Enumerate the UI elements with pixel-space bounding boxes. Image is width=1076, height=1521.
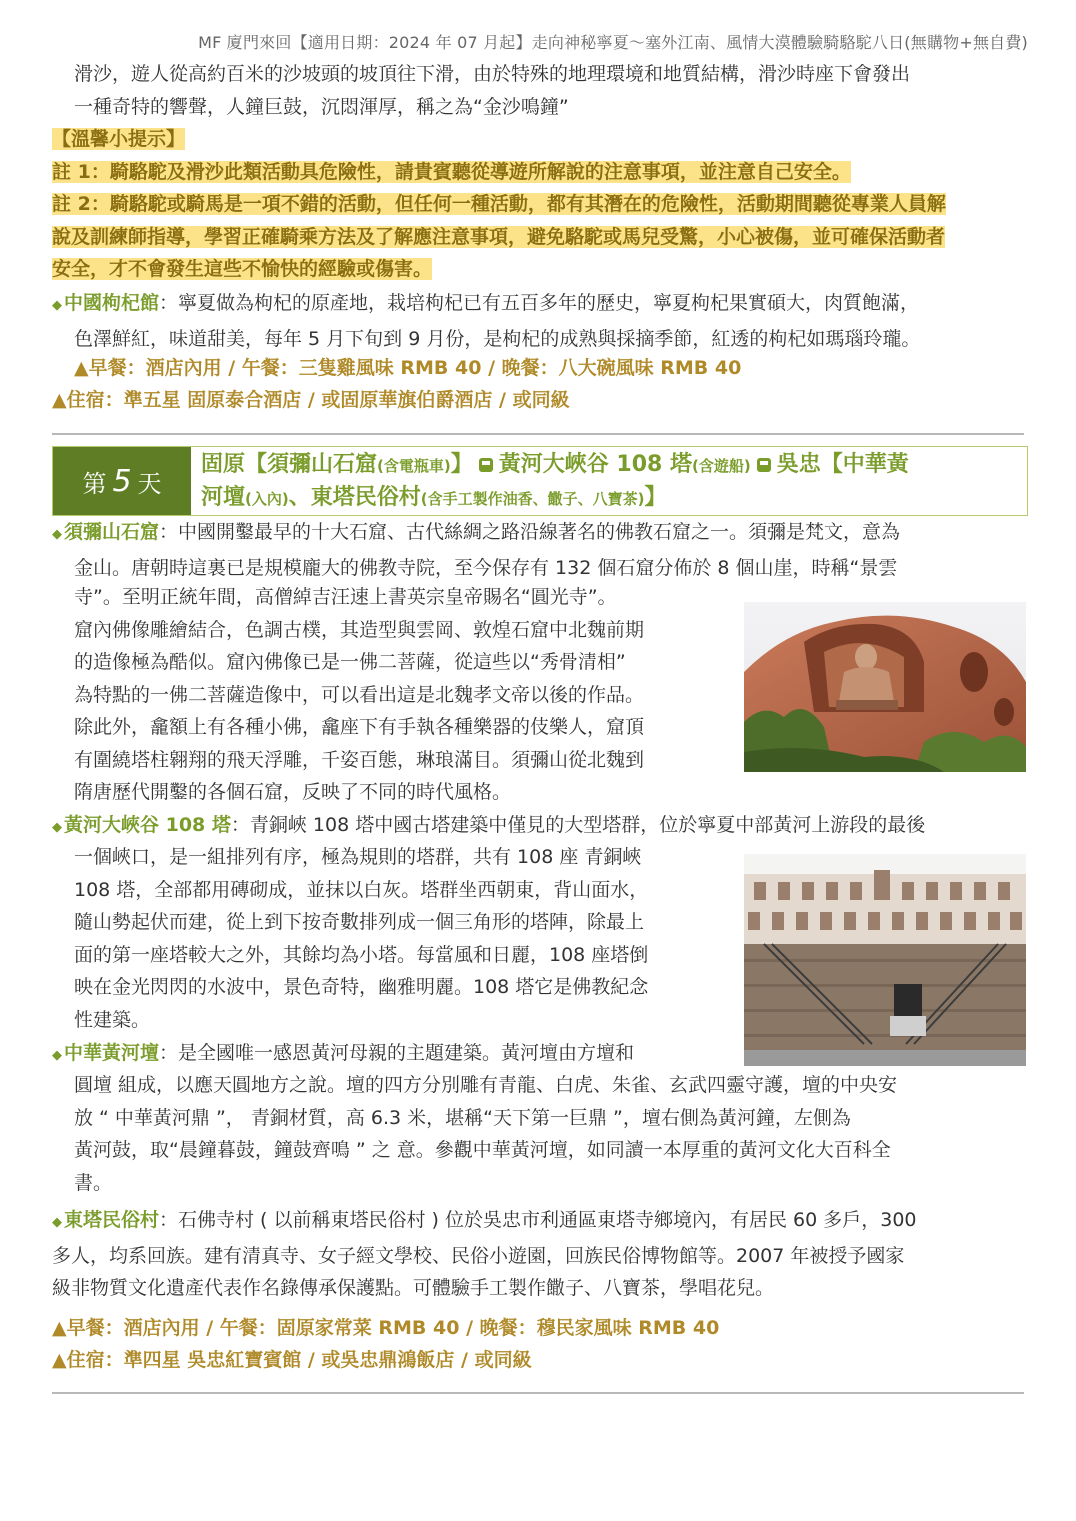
- tower-section: ◆ 黃河大峽谷 108 塔：青銅峽 108 塔中國古塔建築中僅見的大型塔群，位於寧夏中部黃河上游段的最後: [52, 814, 926, 836]
- diamond-icon: ◆: [52, 820, 62, 835]
- tips-title: 【溫馨小提示】: [52, 128, 186, 150]
- xumi-body: 寺”。至明正統年間，高僧綽吉汪速上書英宗皇帝賜名“圓光寺”。 窟內佛像雕繪結合，色調古樸，其造型與雲岡、敦煌石窟中北魏前期 的造像極為酷似。窟內佛像已是一佛二菩薩，從這些以“秀骨清相” 為特點的一佛二菩薩造像中，可以看出這是北魏孝文帝以後的作品。 除此外，龕額上有各種小佛，龕座下有手執各種樂器的伎樂人，窟頂 有圍繞塔柱翱翔的飛天浮雕，千姿百態，琳琅滿目。須彌山從北魏到 隋唐歷代開鑿的各個石窟，反映了不同的時代風格。: [74, 586, 645, 803]
- village-title: 東塔民俗村: [64, 1209, 160, 1231]
- bus-icon: [479, 458, 493, 472]
- grotto-illustration: [744, 602, 1026, 772]
- diamond-icon: ◆: [52, 1215, 62, 1230]
- day4-meals: ▲早餐：酒店內用 / 午餐：三隻雞風味 RMB 40 / 晚餐：八大碗風味 RMB 40: [74, 357, 742, 379]
- bus-icon: [757, 458, 771, 472]
- divider: [52, 433, 1024, 435]
- pagoda-photo: [744, 854, 1026, 1066]
- xumi-title: 須彌山石窟: [64, 521, 160, 543]
- day-number-badge: 第 5 天: [53, 447, 191, 515]
- diamond-icon: ◆: [52, 527, 62, 542]
- divider: [52, 1392, 1024, 1394]
- altar-title: 中華黃河壇: [64, 1042, 160, 1064]
- tower-body: 一個峽口，是一組排列有序，極為規則的塔群，共有 108 座 青銅峽 108 塔，全部都用磚砌成，並抹以白灰。塔群坐西朝東，背山面水， 隨山勢起伏而建，從上到下按奇數排列成一個三角形的塔陣，除最上 面的第一座塔較大之外，其餘均為小塔。每當風和日麗，108 座塔倒 映在金光閃閃的水波中，景色奇特，幽雅明麗。108 塔它是佛教紀念 性建築。: [74, 846, 649, 1031]
- diamond-icon: ◆: [52, 298, 62, 313]
- tips-note-1: 註 1：騎駱駝及滑沙此類活動具危險性，請貴賓聽從導遊所解說的注意事項，並注意自己安全。: [52, 160, 851, 183]
- tower-title: 黃河大峽谷 108 塔: [64, 814, 231, 836]
- diamond-icon: ◆: [52, 1048, 62, 1063]
- day4-hotel: ▲住宿：準五星 固原泰合酒店 / 或固原華旗伯爵酒店 / 或同級: [52, 389, 570, 411]
- xumi-section: ◆ 須彌山石窟：中國開鑿最早的十大石窟、古代絲綢之路沿線著名的佛教石窟之一。須彌是梵文，意為 金山。唐朝時這裏已是規模龐大的佛教寺院，至今保存有 132 個石窟分佈於 8 個山崖，時稱“景雲: [52, 521, 901, 579]
- intro-text: 滑沙，遊人從高約百米的沙坡頭的坡頂往下滑，由於特殊的地理環境和地質結構，滑沙時座下會發出 一種奇特的響聲，人鐘巨鼓，沉悶渾厚，稱之為“金沙鳴鐘”: [74, 63, 911, 118]
- page-header: MF 廈門來回【適用日期：2024 年 07 月起】走向神秘寧夏～塞外江南、風情大漠體驗騎駱駝八日(無購物+無自費): [198, 33, 1028, 52]
- altar-section: ◆ 中華黃河壇：是全國唯一感恩黃河母親的主題建築。黃河壇由方壇和: [52, 1042, 635, 1064]
- day5-hotel: ▲住宿：準四星 吳忠紅寶賓館 / 或吳忠鼎鴻飯店 / 或同級: [52, 1349, 532, 1371]
- goji-title: 中國枸杞館: [64, 292, 160, 314]
- day5-meals: ▲早餐：酒店內用 / 午餐：固原家常菜 RMB 40 / 晚餐：穆民家風味 RMB 40: [52, 1317, 720, 1339]
- pagoda-illustration: [744, 854, 1026, 1066]
- goji-section: ◆ 中國枸杞館：寧夏做為枸杞的原產地，栽培枸杞已有五百多年的歷史，寧夏枸杞果實碩大，肉質飽滿， 色澤鮮紅，味道甜美，每年 5 月下旬到 9 月份，是枸杞的成熟與採摘季節，紅透的枸杞如瑪瑙玲瓏。: [52, 292, 921, 350]
- day5-title: 固原【須彌山石窟(含電瓶車)】 黃河大峽谷 108 塔(含遊船) 吳忠【中華黃 河壇(入內)、東塔民俗村(含手工製作油香、饊子、八寶茶)】: [201, 452, 909, 510]
- village-section: ◆ 東塔民俗村：石佛寺村 ( 以前稱東塔民俗村 ) 位於吳忠市利通區東塔寺鄉境內，有居民 60 多戶，300 多人，均系回族。建有清真寺、女子經文學校、民俗小遊園，回族民俗博物館等。2007 年被授予國家 級非物質文化遺產代表作名錄傳承保護點。可體驗手工製作饊子、八寶茶，學唱花兒。: [52, 1209, 917, 1299]
- tips-note-2b: 說及訓練師指導，學習正確騎乘方法及了解應注意事項，避免駱駝或馬兒受驚，小心被傷，並可確保活動者: [52, 225, 946, 248]
- tips-note-2c: 安全，才不會發生這些不愉快的經驗或傷害。: [52, 258, 433, 280]
- tips-note-2a: 註 2：騎駱駝或騎馬是一項不錯的活動，但任何一種活動，都有其潛在的危險性，活動期間聽從專業人員解: [52, 193, 946, 215]
- altar-body: 圓壇 組成，以應天圓地方之說。壇的四方分別雕有青龍、白虎、朱雀、玄武四靈守護，壇的中央安 放 “ 中華黃河鼎 ”， 青銅材質，高 6.3 米，堪稱“天下第一巨鼎 ”，壇右側為黃河鐘，左側為 黃河鼓，取“晨鐘暮鼓，鐘鼓齊鳴 ” 之 意。參觀中華黃河壇，如同讀一本厚重的黃河文化大百科全 書。: [74, 1074, 898, 1194]
- tips-block: [52, 123, 1026, 286]
- grotto-photo: [744, 602, 1026, 772]
- day5-header: [52, 446, 1028, 516]
